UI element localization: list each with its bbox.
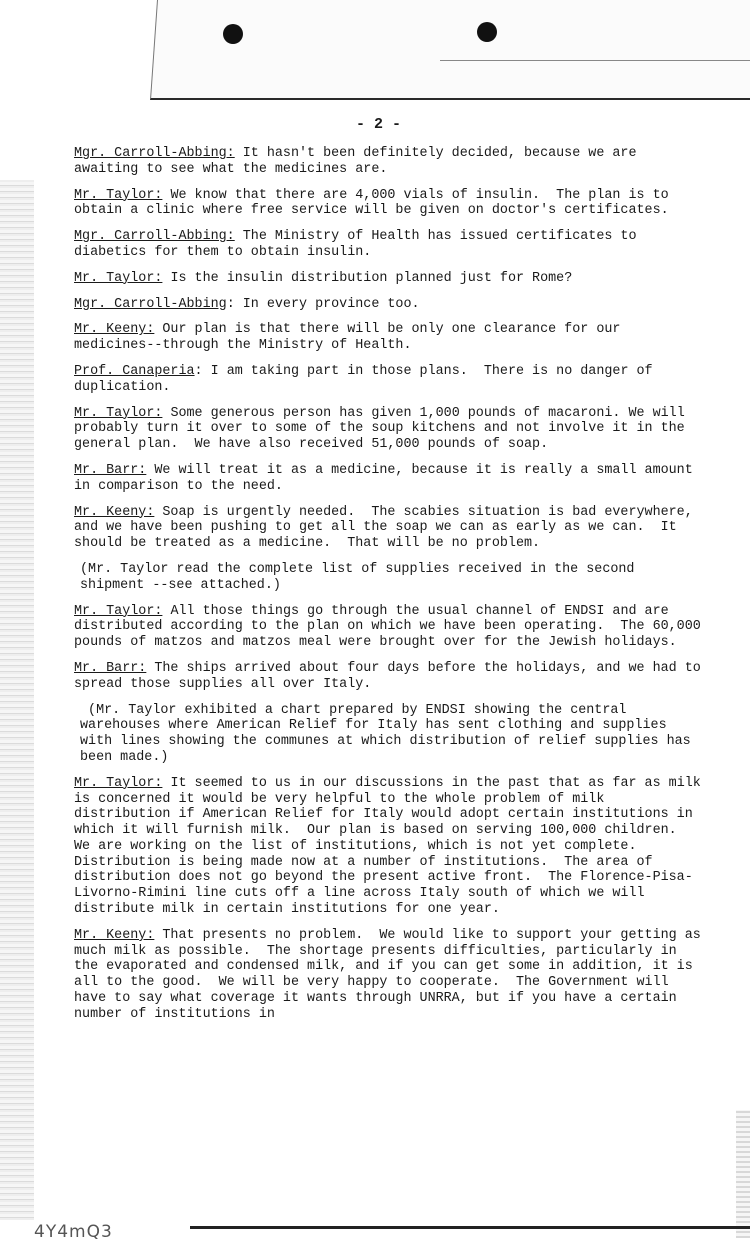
scan-edge-right <box>736 1110 750 1238</box>
paragraph-text: The Ministry of Health has issued certificates to diabetics for them to obtain insulin. <box>74 229 645 260</box>
speaker-name: Mr. Keeny: <box>74 504 155 520</box>
document-id: 4Y4mQ3 <box>34 1222 113 1242</box>
speaker-name: Mgr. Carroll-Abbing: <box>74 229 235 245</box>
speaker-name: Mr. Keeny: <box>74 927 155 943</box>
paragraph-text: Some generous person has given 1,000 pounds of macaroni. We will probably turn it over to some of the soup kitchens and not involve it in the general plan. We have also received 51,000 pounds of soap. <box>74 405 693 453</box>
paragraph-text: We will treat it as a medicine, because it is really a small amount in comparison to the need. <box>74 462 701 494</box>
paragraph-text: : I am taking part in those plans. There is no danger of duplication. <box>74 363 661 395</box>
speech-paragraph <box>74 775 709 918</box>
speech-paragraph <box>74 229 704 261</box>
narration-paragraph <box>80 703 704 766</box>
speaker-name: Mr. Keeny: <box>74 322 155 338</box>
paragraph-text: It seemed to us in our discussions in the past that as far as milk is concerned it would be very helpful to the whole problem of milk distribution if American Relief for Italy would adopt certain institutions in which it will furnish milk. Our plan is based on serving 100,000 children. We are working on the list of institutions, which is not yet complete. Distribution is being made now at a number of institutions. The area of distribution does not go beyond the present active front. The Florence-Pisa-Livorno-Rimini line cuts off a line across Italy south of which we will distribute milk in certain institutions for one year. <box>74 775 709 918</box>
bottom-rule <box>190 1226 750 1229</box>
speaker-name: Mr. Taylor: <box>74 405 163 421</box>
speech-paragraph <box>74 505 704 552</box>
paragraph-text: Soap is urgently needed. The scabies situation is bad everywhere, and we have been pushing to get all the soap we can as early as we can. It should be treated as a medicine. That will be no problem. <box>74 504 701 552</box>
paragraph-text: : In every province too. <box>226 296 420 312</box>
paragraph-text: The ships arrived about four days before the holidays, and we had to spread those supplies all over Italy. <box>74 660 709 692</box>
speaker-name: Mgr. Carroll-Abbing <box>74 296 227 312</box>
paragraph-text: It hasn't been definitely decided, because we are awaiting to see what the medicines are. <box>74 146 645 177</box>
speech-paragraph <box>74 322 704 354</box>
paragraph-text: (Mr. Taylor read the complete list of supplies received in the second shipment --see attached.) <box>80 561 643 593</box>
speech-paragraph <box>74 927 709 1023</box>
paragraph-text: That presents no problem. We would like to support your getting as much milk as possible. The shortage presents difficulties, particularly in the evaporated and condensed milk, and if you can get some in addition, it is all to the good. We will be very happy to cooperate. The Government will have to say what coverage it wants through UNRRA, but if you have a certain number of institutions in <box>74 927 709 1022</box>
speaker-name: Mr. Taylor: <box>74 187 163 203</box>
speech-paragraph <box>74 188 704 220</box>
punch-hole-left <box>223 24 243 44</box>
paragraph-text: (Mr. Taylor exhibited a chart prepared by ENDSI showing the central warehouses where American Relief for Italy has sent clothing and supplies with lines showing the communes at which distribution of relief supplies has been made.) <box>80 702 699 765</box>
paragraph-text: We know that there are 4,000 vials of insulin. The plan is to obtain a clinic where free service will be given on doctor's certificates. <box>74 187 677 219</box>
speaker-name: Mr. Taylor: <box>74 270 163 286</box>
speech-paragraph <box>74 406 704 453</box>
punch-hole-right <box>477 22 497 42</box>
speaker-name: Mr. Barr: <box>74 462 147 478</box>
transcript-body <box>74 146 709 1033</box>
speech-paragraph <box>74 463 704 495</box>
speaker-name: Mr. Barr: <box>74 660 147 676</box>
speech-paragraph <box>74 297 704 313</box>
speech-paragraph <box>74 271 704 287</box>
scan-edge-left <box>0 180 34 1220</box>
narration-paragraph <box>80 562 704 594</box>
speaker-name: Mr. Taylor: <box>74 603 163 619</box>
paragraph-text: Our plan is that there will be only one clearance for our medicines--through the Ministry of Health. <box>74 322 629 354</box>
paragraph-text: All those things go through the usual channel of ENDSI and are distributed according to the plan on which we have been operating. The 60,000 pounds of matzos and matzos meal were brought over for the Jewish holidays. <box>74 603 709 651</box>
page-number: - 2 - <box>356 116 402 133</box>
speech-paragraph <box>74 660 709 693</box>
speech-paragraph <box>74 603 709 651</box>
speech-paragraph <box>74 364 704 396</box>
speech-paragraph <box>74 146 704 178</box>
speaker-name: Prof. Canaperia <box>74 363 195 379</box>
speaker-name: Mr. Taylor: <box>74 775 163 791</box>
folder-tab-fold <box>440 60 750 101</box>
speaker-name: Mgr. Carroll-Abbing: <box>74 146 235 161</box>
paragraph-text: Is the insulin distribution planned just for Rome? <box>162 270 573 286</box>
